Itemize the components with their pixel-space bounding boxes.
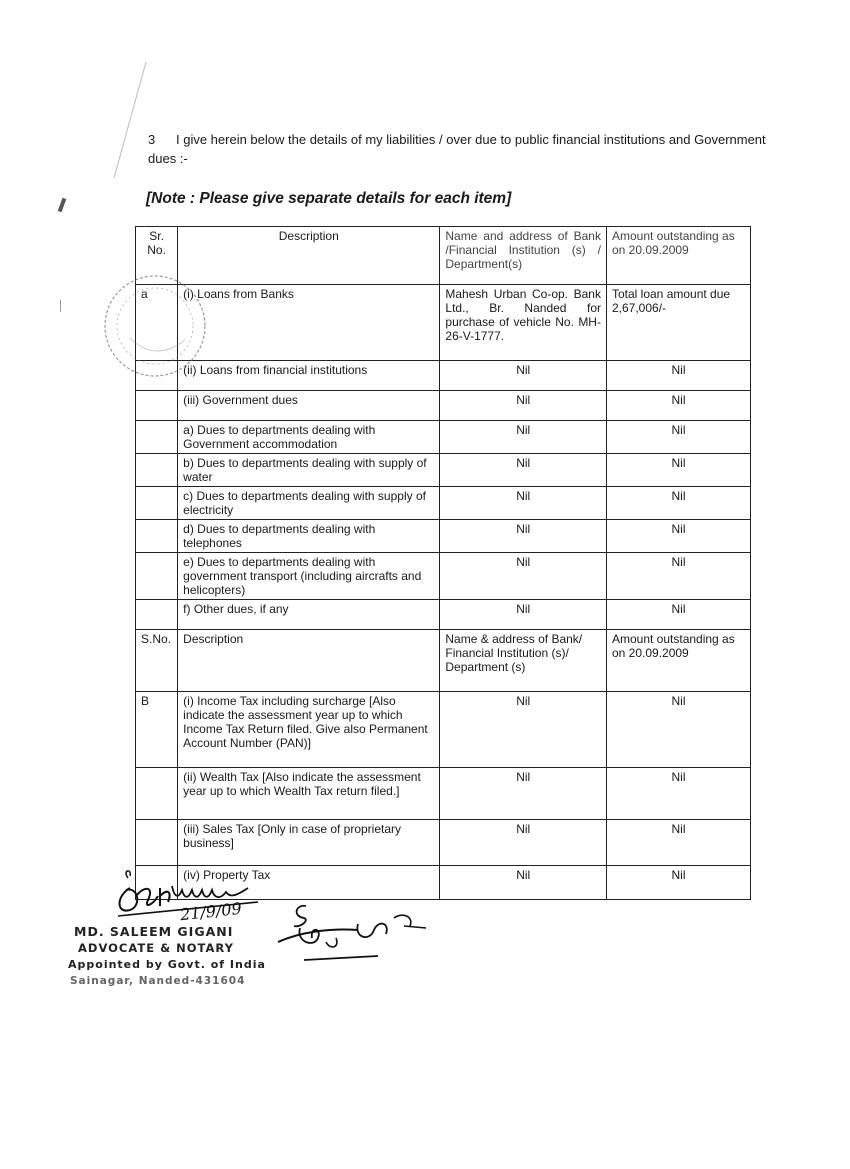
row-amount: Nil — [606, 820, 750, 866]
notary-appointed: Appointed by Govt. of India — [68, 958, 266, 971]
scan-artifact-mark — [60, 300, 61, 312]
notary-title: ADVOCATE & NOTARY — [78, 941, 234, 955]
row-amount: Nil — [606, 768, 750, 820]
row-amount: Nil — [606, 361, 750, 391]
table-row — [136, 768, 751, 820]
row-bank-name: Nil — [440, 866, 607, 900]
table-row — [136, 361, 751, 391]
signature-date: 21/9/09 — [179, 898, 243, 925]
row-amount: Nil — [606, 553, 750, 600]
row-sr — [136, 454, 178, 487]
row-sr — [136, 520, 178, 553]
row-sr — [136, 768, 178, 820]
row-sr — [136, 600, 178, 630]
row-sr — [136, 553, 178, 600]
notary-address: Sainagar, Nanded-431604 — [70, 975, 246, 987]
header-description: Description — [178, 227, 440, 285]
table-row — [136, 553, 751, 600]
header-srno: Sr. No. — [136, 227, 178, 285]
row-sr: a — [136, 285, 178, 361]
row-sr: B — [136, 692, 178, 768]
row-description: f) Other dues, if any — [178, 600, 440, 630]
row-sr — [136, 487, 178, 520]
row-bank-name: Nil — [440, 487, 607, 520]
row-description: (ii) Loans from financial institutions — [178, 361, 440, 391]
row-bank-name: Nil — [440, 361, 607, 391]
applicant-signature — [270, 898, 450, 968]
header-amount: Amount outstanding as on 20.09.2009 — [606, 227, 750, 285]
table-header-row — [136, 227, 751, 285]
table-header-row-b — [136, 630, 751, 692]
intro-paragraph — [148, 130, 788, 168]
row-amount: Nil — [606, 391, 750, 421]
row-bank-name: Nil — [440, 820, 607, 866]
header-bank-name: Name & address of Bank/ Financial Institution (s)/ Department (s) — [440, 630, 607, 692]
row-amount: Nil — [606, 692, 750, 768]
header-bank-name: Name and address of Bank /Financial Institution (s) / Department(s) — [440, 227, 607, 285]
scan-artifact-mark — [58, 198, 67, 213]
row-sr — [136, 421, 178, 454]
row-amount: Nil — [606, 600, 750, 630]
row-description: (iv) Property Tax — [178, 866, 440, 900]
row-bank-name: Nil — [440, 692, 607, 768]
row-description: a) Dues to departments dealing with Government accommodation — [178, 421, 440, 454]
row-sr — [136, 820, 178, 866]
header-amount: Amount outstanding as on 20.09.2009 — [606, 630, 750, 692]
row-description: (i) Income Tax including surcharge [Also indicate the assessment year up to which Income Tax Return filed. Give also Permanent Account Number (PAN)] — [178, 692, 440, 768]
row-bank-name: Nil — [440, 421, 607, 454]
row-description: (iii) Government dues — [178, 391, 440, 421]
row-bank-name: Nil — [440, 520, 607, 553]
row-description: c) Dues to departments dealing with supply of electricity — [178, 487, 440, 520]
row-bank-name: Nil — [440, 391, 607, 421]
row-amount: Nil — [606, 520, 750, 553]
row-amount: Nil — [606, 454, 750, 487]
row-description: b) Dues to departments dealing with supply of water — [178, 454, 440, 487]
note-heading: [Note : Please give separate details for each item] — [146, 190, 512, 207]
row-description: (i) Loans from Banks — [178, 285, 440, 361]
row-bank-name: Nil — [440, 600, 607, 630]
table-row — [136, 421, 751, 454]
row-bank-name: Nil — [440, 768, 607, 820]
section-number: 3 — [148, 132, 156, 147]
row-description: e) Dues to departments dealing with government transport (including aircrafts and helicopters) — [178, 553, 440, 600]
table-row — [136, 454, 751, 487]
table-row — [136, 285, 751, 361]
table-row — [136, 487, 751, 520]
scan-artifact-line — [110, 60, 150, 180]
header-srno: S.No. — [136, 630, 178, 692]
row-amount: Nil — [606, 866, 750, 900]
row-bank-name: Mahesh Urban Co-op. Bank Ltd., Br. Nanded for purchase of vehicle No. MH-26-V-1777. — [440, 285, 607, 361]
table-row — [136, 600, 751, 630]
row-description: (ii) Wealth Tax [Also indicate the assessment year up to which Wealth Tax return filed.] — [178, 768, 440, 820]
row-sr — [136, 361, 178, 391]
row-description: (iii) Sales Tax [Only in case of proprietary business] — [178, 820, 440, 866]
row-bank-name: Nil — [440, 454, 607, 487]
table-row — [136, 520, 751, 553]
row-bank-name: Nil — [440, 553, 607, 600]
row-description: d) Dues to departments dealing with telephones — [178, 520, 440, 553]
row-amount: Nil — [606, 487, 750, 520]
notary-name: MD. SALEEM GIGANI — [74, 924, 234, 939]
row-sr — [136, 391, 178, 421]
table-row — [136, 692, 751, 768]
intro-text: I give herein below the details of my liabilities / over due to public financial institutions and Government dues :- — [148, 132, 766, 166]
notary-stamp — [60, 862, 280, 992]
row-amount: Nil — [606, 421, 750, 454]
table-row — [136, 391, 751, 421]
header-description: Description — [178, 630, 440, 692]
liabilities-table — [135, 226, 751, 900]
row-amount: Total loan amount due 2,67,006/- — [606, 285, 750, 361]
table-row — [136, 820, 751, 866]
